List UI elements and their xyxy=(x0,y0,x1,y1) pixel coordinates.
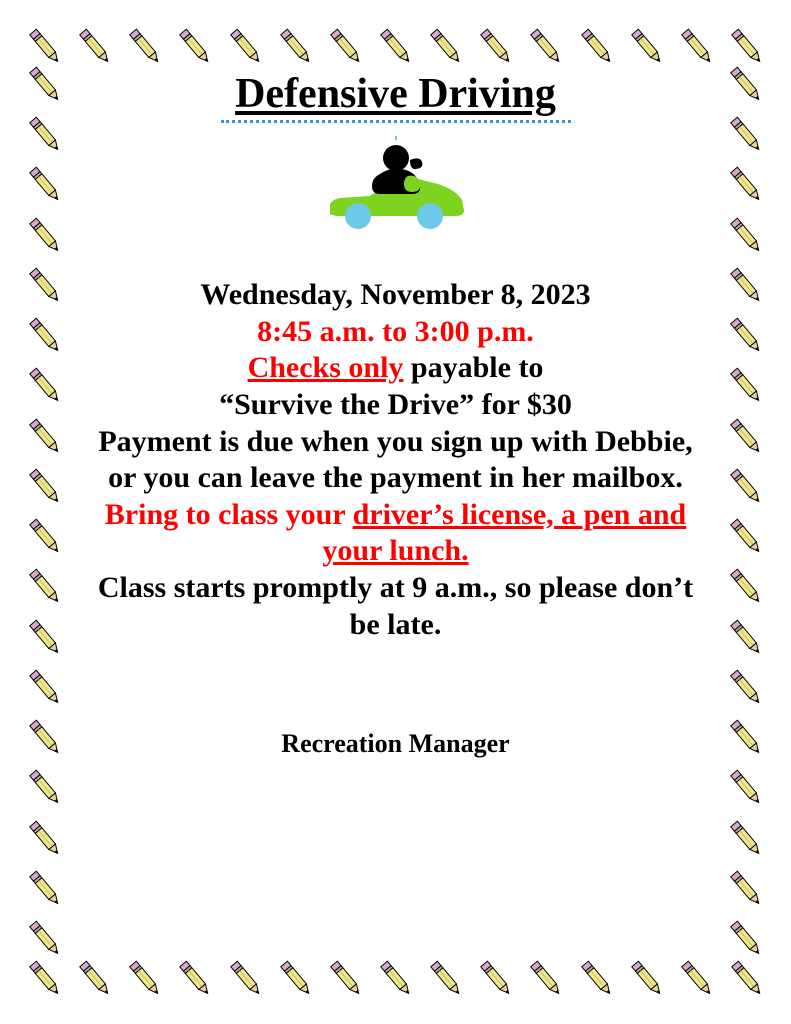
pencil-icon xyxy=(624,956,670,1002)
pencil-icon xyxy=(172,956,218,1002)
signature-line: Recreation Manager xyxy=(281,729,510,759)
pencil-border-left xyxy=(22,62,68,962)
payment-method-line xyxy=(90,350,701,387)
payable-to-text: payable to xyxy=(403,351,544,385)
pencil-icon xyxy=(22,363,68,409)
pencil-icon xyxy=(373,956,419,1002)
pencil-icon xyxy=(724,24,770,70)
flyer-details xyxy=(90,277,701,643)
pencil-icon xyxy=(22,263,68,309)
pencil-icon xyxy=(473,956,519,1002)
pencil-icon xyxy=(723,213,769,259)
pencil-icon xyxy=(724,956,770,1002)
pencil-icon xyxy=(273,24,319,70)
pencil-icon xyxy=(723,916,769,962)
pencil-icon xyxy=(22,765,68,811)
time-line: 8:45 a.m. to 3:00 p.m. xyxy=(257,314,534,348)
pencil-icon xyxy=(22,313,68,359)
pencil-icon xyxy=(723,263,769,309)
pencil-icon xyxy=(723,715,769,761)
pencil-icon xyxy=(624,24,670,70)
pencil-icon xyxy=(122,24,168,70)
pencil-icon xyxy=(223,24,269,70)
pencil-icon xyxy=(172,24,218,70)
pencil-icon xyxy=(323,24,369,70)
pencil-border-top xyxy=(22,24,770,70)
pencil-icon xyxy=(22,615,68,661)
pencil-icon xyxy=(22,866,68,912)
pencil-icon xyxy=(22,213,68,259)
pencil-icon xyxy=(523,24,569,70)
pencil-icon xyxy=(723,162,769,208)
pencil-icon xyxy=(723,464,769,510)
checks-only-emphasis: Checks only xyxy=(247,351,404,385)
bring-items-line xyxy=(90,497,701,570)
pencil-icon xyxy=(723,313,769,359)
flyer-content xyxy=(90,70,701,759)
pencil-icon xyxy=(574,24,620,70)
payment-instructions: Payment is due when you sign up with Debbie, or you can leave the payment in her mailbox. xyxy=(98,424,693,495)
pencil-border-bottom xyxy=(22,956,770,1002)
pencil-icon xyxy=(22,112,68,158)
pencil-icon xyxy=(723,866,769,912)
pencil-icon xyxy=(373,24,419,70)
pencil-icon xyxy=(723,363,769,409)
pencil-icon xyxy=(723,112,769,158)
pencil-icon xyxy=(22,62,68,108)
pencil-icon xyxy=(674,24,720,70)
pencil-icon xyxy=(323,956,369,1002)
pencil-icon xyxy=(22,956,68,1002)
pencil-icon xyxy=(473,24,519,70)
bring-items-emphasis: driver’s license, a pen and your lunch. xyxy=(322,497,687,568)
pencil-icon xyxy=(574,956,620,1002)
driver-in-car-illustration xyxy=(296,136,496,251)
page-title: Defensive Driving xyxy=(235,71,556,117)
pencil-icon xyxy=(22,162,68,208)
pencil-icon xyxy=(523,956,569,1002)
pencil-border-right xyxy=(723,62,769,962)
pencil-icon xyxy=(723,765,769,811)
pencil-icon xyxy=(223,956,269,1002)
punctuality-note: Class starts promptly at 9 a.m., so please don’t be late. xyxy=(97,571,694,641)
pencil-icon xyxy=(723,564,769,610)
pencil-icon xyxy=(22,816,68,862)
payee-line: “Survive the Drive” for $30 xyxy=(219,388,572,422)
pencil-icon xyxy=(423,24,469,70)
pencil-icon xyxy=(423,956,469,1002)
title-underline-rule xyxy=(221,120,571,126)
pencil-icon xyxy=(723,514,769,560)
pencil-icon xyxy=(674,956,720,1002)
pencil-icon xyxy=(723,665,769,711)
pencil-icon xyxy=(22,414,68,460)
pencil-icon xyxy=(122,956,168,1002)
pencil-icon xyxy=(22,564,68,610)
pencil-icon xyxy=(273,956,319,1002)
bring-prefix: Bring to class your xyxy=(104,497,353,531)
date-line: Wednesday, November 8, 2023 xyxy=(200,278,591,312)
pencil-icon xyxy=(723,816,769,862)
pencil-icon xyxy=(22,24,68,70)
pencil-icon xyxy=(22,464,68,510)
pencil-icon xyxy=(22,916,68,962)
pencil-icon xyxy=(72,24,118,70)
pencil-icon xyxy=(72,956,118,1002)
pencil-icon xyxy=(22,715,68,761)
pencil-icon xyxy=(723,62,769,108)
pencil-icon xyxy=(723,414,769,460)
pencil-icon xyxy=(22,665,68,711)
pencil-icon xyxy=(22,514,68,560)
pencil-icon xyxy=(723,615,769,661)
